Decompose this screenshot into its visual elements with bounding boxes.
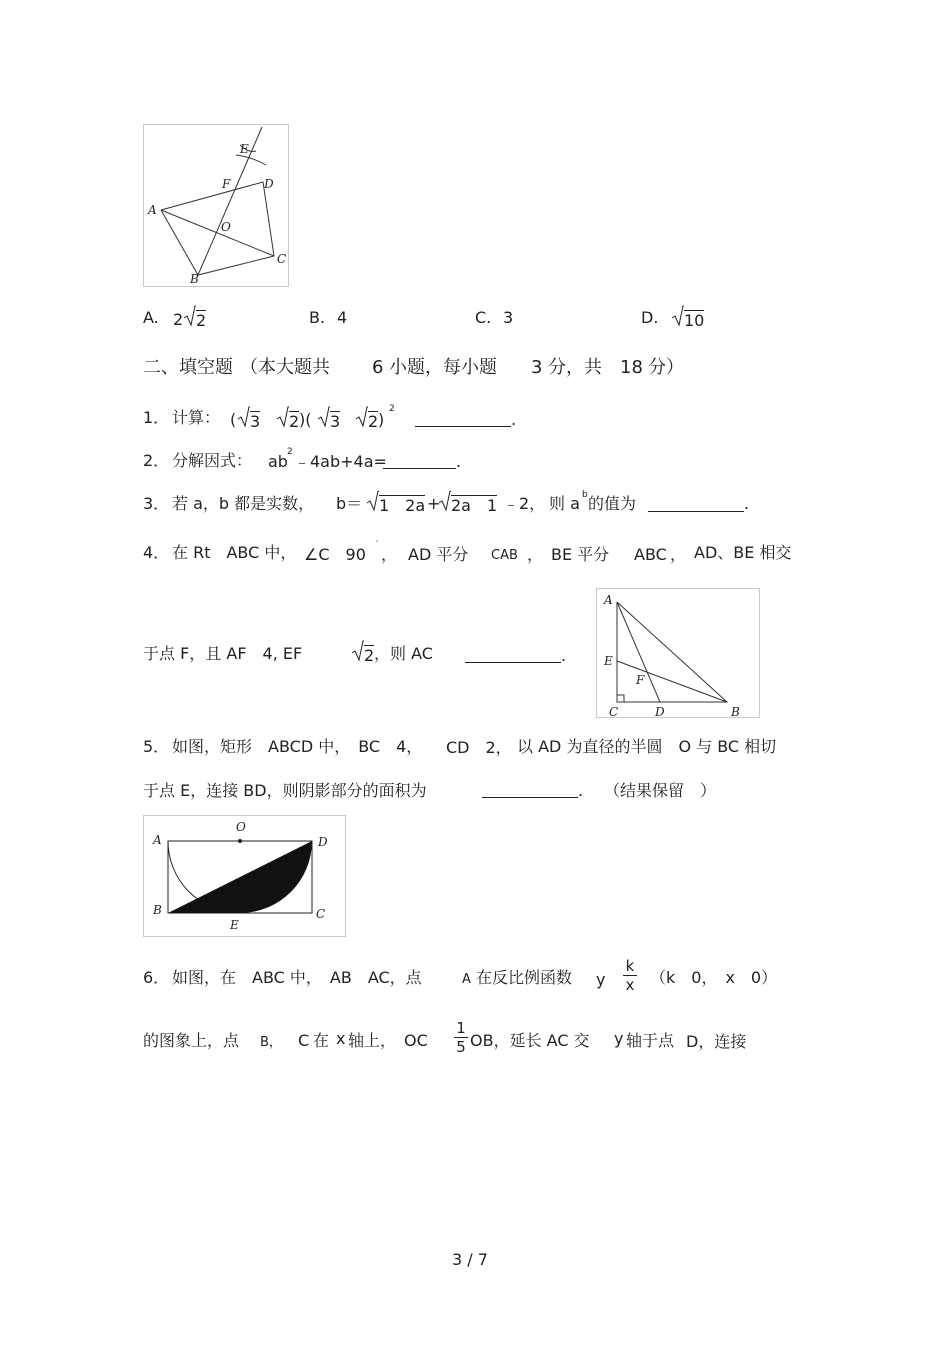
option-c-value: 3 [503,308,514,327]
q6-line2-c: 轴上， OC [348,1031,428,1050]
q4-comma3: ， [670,545,687,564]
q1-paren-mid: )( [299,410,312,429]
label-f: F [636,673,645,687]
label-f: F [222,177,231,191]
q4-be-bisect: BE 平分 [551,545,610,564]
rectangle-semicircle-figure [143,815,346,937]
label-d: D [655,705,665,717]
q6-line2-d: OB，延长 AC 交 [470,1031,590,1050]
option-a-coef: 2 [173,310,184,329]
label-o: O [221,220,231,234]
segment-be [617,661,727,702]
label-a: A [153,833,162,847]
label-e: E [230,918,239,932]
q6-point-a: A [462,972,471,987]
q1-prompt: 计算： [172,408,221,427]
label-e: E [604,654,613,668]
label-c: C [609,705,619,717]
label-a: A [148,203,157,217]
section-desc-open: （本大题共 [240,357,330,378]
quad-abcd [161,182,274,275]
q3-exponent: b [582,490,588,500]
q6-y: y [596,970,606,989]
q3-number: 3． [143,494,170,513]
q2-end: . [456,452,462,471]
section-title: 二、填空题 [143,357,233,378]
q6-line1-c: （k 0， x 0） [650,968,778,987]
sqrt-icon [352,640,364,666]
option-a-letter: A. [143,308,159,327]
q6-number: 6． [143,968,170,987]
q5-line2: 于点 E，连接 BD，则阴影部分的面积为 [143,781,427,800]
q3-minus: ﹣2， [503,494,546,513]
diagonal-ac [161,210,274,256]
page-number: 3 / 7 [452,1250,488,1269]
frac-numerator: 1 [456,1019,466,1037]
q1-number: 1． [143,408,170,427]
option-d-radicand: 10 [684,311,705,330]
frac-numerator: k [625,957,635,975]
frac-denominator: 5 [456,1038,466,1056]
q2-expr-b: ﹣4ab+4a= [294,452,387,471]
sqrt-icon [356,406,368,432]
section-total: 18 [620,357,643,378]
center-point [238,839,242,843]
q3-answer-blank[interactable] [648,511,744,512]
q3-end: . [744,494,750,513]
q6-point-b: B， [260,1035,282,1050]
q1-answer-blank[interactable] [415,426,511,427]
q1-exponent: 2 [389,404,395,414]
shaded-region [168,841,312,913]
q3-radicand-2: 2a 1 [451,496,498,515]
right-angle-mark [617,695,624,702]
label-b: B [153,903,162,917]
q2-exponent: 2 [287,447,293,457]
q5-number: 5． [143,737,170,756]
option-b-letter: B. [309,308,326,327]
fraction-k-over-x [623,958,637,993]
q4-cab: CAB [491,548,518,563]
arc-e1 [236,155,266,165]
q4-line2-a: 于点 F，且 AF 4, EF [143,644,303,663]
q6-line1-b: 在反比例函数 [476,968,573,987]
segment-ad [617,602,660,702]
quadrilateral-figure [143,124,289,287]
q5-note: （结果保留 ） [604,781,717,800]
q1-paren-open: ( [230,410,237,429]
label-d: D [318,835,328,849]
q5-line1: 如图，矩形 ABCD 中， BC 4， [172,737,423,756]
section-points: 3 [531,357,543,378]
triangle-abc [617,602,727,702]
q2-expr-a: ab [268,452,288,471]
q4-end: . [561,646,567,665]
q2-prompt: 分解因式： [172,451,253,470]
option-d-letter: D. [641,308,659,327]
q6-line2-tail: D，连接 [686,1032,747,1051]
sqrt-icon [318,406,330,432]
q4-ad-bisect: AD 平分 [408,545,469,564]
q6-line2-e: 轴于点 [626,1031,675,1050]
q2-answer-blank[interactable] [383,468,456,469]
q4-line2-b: ，则 AC [374,644,433,663]
q2-number: 2． [143,451,170,470]
right-triangle-figure [596,588,760,718]
label-b: B [731,705,740,717]
section-mid2: 分，共 [548,357,602,378]
q4-number: 4． [143,543,170,562]
q3-pre: 若 a，b 都是实数， [172,494,315,513]
sqrt-icon [439,490,451,516]
q4-radicand: 2 [364,646,375,665]
q6-line2-a: 的图象上，点 [143,1031,240,1050]
label-a: A [604,593,613,607]
q6-line2-b: 在 [313,1031,330,1050]
label-d: D [264,177,274,191]
q6-x-axis: x [336,1029,346,1048]
q6-line1-a: 如图，在 ABC 中， AB AC，点 [172,968,422,987]
q4-intersect: AD、BE 相交 [694,543,792,562]
q5-answer-blank[interactable] [482,797,578,798]
label-b: B [190,272,199,286]
option-c-letter: C. [475,308,492,327]
label-c: C [316,907,326,921]
q3-then: 则 a [549,494,580,513]
q1-end: . [511,410,517,429]
label-e: E [240,142,249,156]
q6-y-axis: y [614,1029,624,1048]
q3-radicand-1: 1 2a [379,496,426,515]
section-count: 6 [372,357,384,378]
q1-radicand-4: 2 [368,412,379,431]
sqrt-icon [367,490,379,516]
q6-point-c: C [298,1031,310,1050]
q5-line1-b: 以 AD 为直径的半圆 O 与 BC 相切 [517,737,777,756]
label-c: C [277,252,287,266]
q4-comma2: ， [527,545,544,564]
sqrt-icon [184,305,196,331]
q5-end: . [578,781,584,800]
q3-tail: 的值为 [588,494,637,513]
fraction-one-fifth [454,1020,468,1055]
line-be [198,127,262,275]
option-a-radicand: 2 [196,311,207,330]
section-close: 分） [648,357,684,378]
frac-denominator: x [625,976,635,994]
q4-prime: ′ [376,540,379,550]
label-o: O [236,820,246,834]
q1-radicand-1: 3 [250,412,261,431]
q5-cd: CD 2， [446,738,512,757]
q4-comma1: ， [381,545,398,564]
section-mid1: 小题，每小题 [389,357,497,378]
q4-abc: ABC [634,545,667,564]
q4-line1-a: 在 Rt ABC 中， [172,543,297,562]
sqrt-icon [238,406,250,432]
q3-b-eq: b＝ [336,494,363,513]
q4-angle: ∠C 90 [304,545,366,564]
q1-radicand-3: 3 [330,412,341,431]
q4-answer-blank[interactable] [465,662,561,663]
q1-paren-close: ) [378,410,385,429]
sqrt-icon [277,406,289,432]
sqrt-icon [672,305,684,331]
q1-radicand-2: 2 [289,412,300,431]
option-b-value: 4 [337,308,348,327]
q3-plus: + [427,494,441,513]
